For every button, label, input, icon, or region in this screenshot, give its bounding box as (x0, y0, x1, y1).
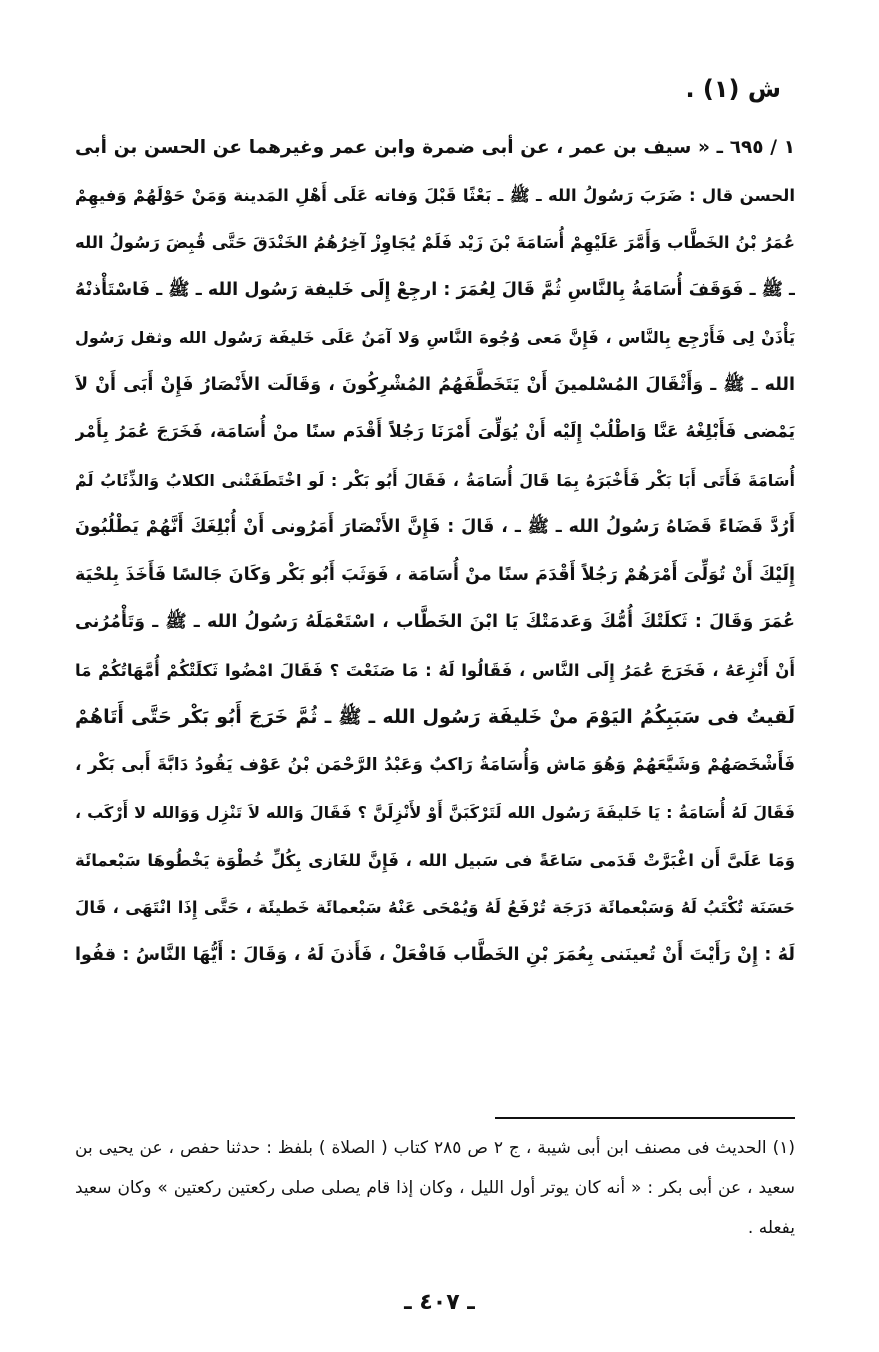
text-line: عُمَرَ وَقَالَ : ثَكلَتْكَ أُمُّكَ وَعَدمَتْكَ يَا ابْنَ الخَطَّاب ، اسْتَعْمَلَهُ رَسُولُ الله ـ ﷺ ـ وَتَأْمُرُنى (75, 612, 795, 632)
footnote-line: يفعله . (747, 1218, 795, 1238)
text-line: فَقَالَ لَهُ أُسَامَةُ : يَا خَليفَةَ رَسُول الله لَتَرْكَبَنَّ أَوْ لأَنْزِلَنَّ ؟ فَقَالَ وَالله لاَ تَنْزِل وَوَالله لا أَرْكَب ، (75, 803, 795, 822)
text-line: الحسن قال : ضَرَبَ رَسُولُ الله ـ ﷺ ـ بَعْثًا قَبْلَ وَفاته عَلَى أَهْلِ المَدينة وَمَنْ حَوْلَهُمْ وَفيهِمْ (75, 185, 795, 205)
text-line: أَرُدَّ قَضَاءً قَضَاهُ رَسُولُ الله ـ ﷺ ـ ، قَالَ : فَإِنَّ الأَنْصَارَ أَمَرُونى أَنْ أُبْلِغَكَ أَنَّهُمْ يَطْلُبُونَ (75, 517, 795, 537)
page-number: ـ ٤٠٧ ـ (404, 1290, 475, 1315)
text-line: الله ـ ﷺ ـ وَأَثْقَالَ المُسْلمينَ أَنْ يَتَخَطَّفَهُمُ المُشْرِكُونَ ، وَقَالَت الأَنْصَارُ فَإِنْ أَبَى أَنْ لاَ (75, 374, 795, 395)
text-line: لَهُ : إِنْ رَأَيْتَ أَنْ تُعينَنى بِعُمَرَ بْنِ الخَطَّاب فَافْعَلْ ، فَأَذنَ لَهُ ، وَقَالَ : أَيُّهَا النَّاسُ : قفُوا (75, 944, 795, 965)
text-line: ـ ﷺ ـ فَوَقَفَ أُسَامَةُ بِالنَّاسِ ثُمَّ قَالَ لِعُمَرَ : ارجِعْ إِلَى خَليفة رَسُول الله ـ ﷺ ـ فَاسْتَأْذنْهُ (75, 279, 795, 300)
footnote-divider (495, 1117, 795, 1119)
text-line: أَنْ أَنْزِعَهُ ، فَخَرَجَ عُمَرُ إِلَى النَّاس ، فَقَالُوا لَهُ : مَا صَنَعْتَ ؟ فَقَالَ امْضُوا ثَكلَتْكُمْ أُمَّهَاتُكُمْ مَا (75, 660, 795, 680)
text-line: يَأْذَنْ لِى فَأَرْجِع بِالنَّاس ، فَإِنَّ مَعى وُجُوهَ النَّاسِ وَلا آمَنُ عَلَى خَليفَة رَسُول الله وثقل رَسُول (75, 328, 795, 347)
text-line: حَسَنَة تُكْتَبُ لَهُ وَسَبْعمائَة دَرَجَة تُرْفَعُ لَهُ وَيُمْحَى عَنْهُ سَبْعمائَة خَطيئَة ، حَتَّى إِذَا انْتَهَى ، قَالَ (75, 898, 795, 917)
text-line: فَأَشْخَصَهُمْ وَشَيَّعَهُمْ وَهُوَ مَاش وَأُسَامَةُ رَاكبٌ وَعَبْدُ الرَّحْمَن بْنُ عَوْف يَقُودُ دَابَّةَ أَبى بَكْر ، (75, 754, 795, 775)
text-line: لَقيتُ فى سَبَبِكُمُ اليَوْمَ منْ خَليفَة رَسُول الله ـ ﷺ ـ ثُمَّ خَرَجَ أَبُو بَكْر حَتَّى أَتَاهُمْ (75, 706, 795, 728)
footnote-line: سعيد ، عن أبى بكر : « أنه كان يوتر أول الليل ، وكان إذا قام يصلى صلى ركعتين ركعتين » وكان سعيد (75, 1178, 795, 1198)
text-line: أُسَامَةَ فَأَتَى أَبَا بَكْر فَأَخْبَرَهُ بِمَا قَالَ أُسَامَةُ ، فَقَالَ أَبُو بَكْر : لَو اخْتَطَفَتْنى الكلابُ وَالذِّئَابُ لَمْ (75, 470, 795, 490)
continued-text-fragment: ش (١) . (685, 75, 781, 103)
footnote-line: (١) الحديث فى مصنف ابن أبى شيبة ، ج ٢ ص ٢٨٥ كتاب ( الصلاة ) بلفظ : حدثنا حفص ، عن يحيى بن (75, 1138, 795, 1158)
footnote-block (75, 1128, 795, 1248)
text-line: وَمَا عَلَىَّ أَن اغْبَرَّتْ قَدَمى سَاعَةً فى سَبيل الله ، فَإِنَّ للغَازى بِكُلِّ خُطْوَة يَخْطُوهَا سَبْعمائَة (75, 850, 795, 870)
text-line: يَمْضى فَأَبْلِغْهُ عَنَّا وَاطْلُبْ إِلَيْه أَنْ يُوَلِّىَ أَمْرَنَا رَجُلاً أَقْدَم سنًا منْ أُسَامَة، فَخَرَجَ عُمَرُ بِأَمْر (75, 422, 795, 442)
hadith-text-block (75, 124, 795, 979)
text-line: ١ / ٦٩٥ ـ « سيف بن عمر ، عن أبى ضمرة وابن عمر وغيرهما عن الحسن بن أبى (75, 137, 795, 158)
text-line: عُمَرُ بْنُ الخَطَّاب وَأَمَّرَ عَلَيْهِمْ أُسَامَةَ بْنَ زَيْد فَلَمْ يُجَاوِزْ آخِرُهُمُ الخَنْدَقَ حَتَّى قُبِضَ رَسُولُ الله (75, 233, 795, 252)
text-line: إِلَيْكَ أَنْ تُوَلِّىَ أَمْرَهُمْ رَجُلاً أَقْدَمَ سنًا منْ أُسَامَة ، فَوَثَبَ أَبُو بَكْر وَكَانَ جَالسًا فَأَخَذَ بِلحْيَة (75, 564, 795, 585)
